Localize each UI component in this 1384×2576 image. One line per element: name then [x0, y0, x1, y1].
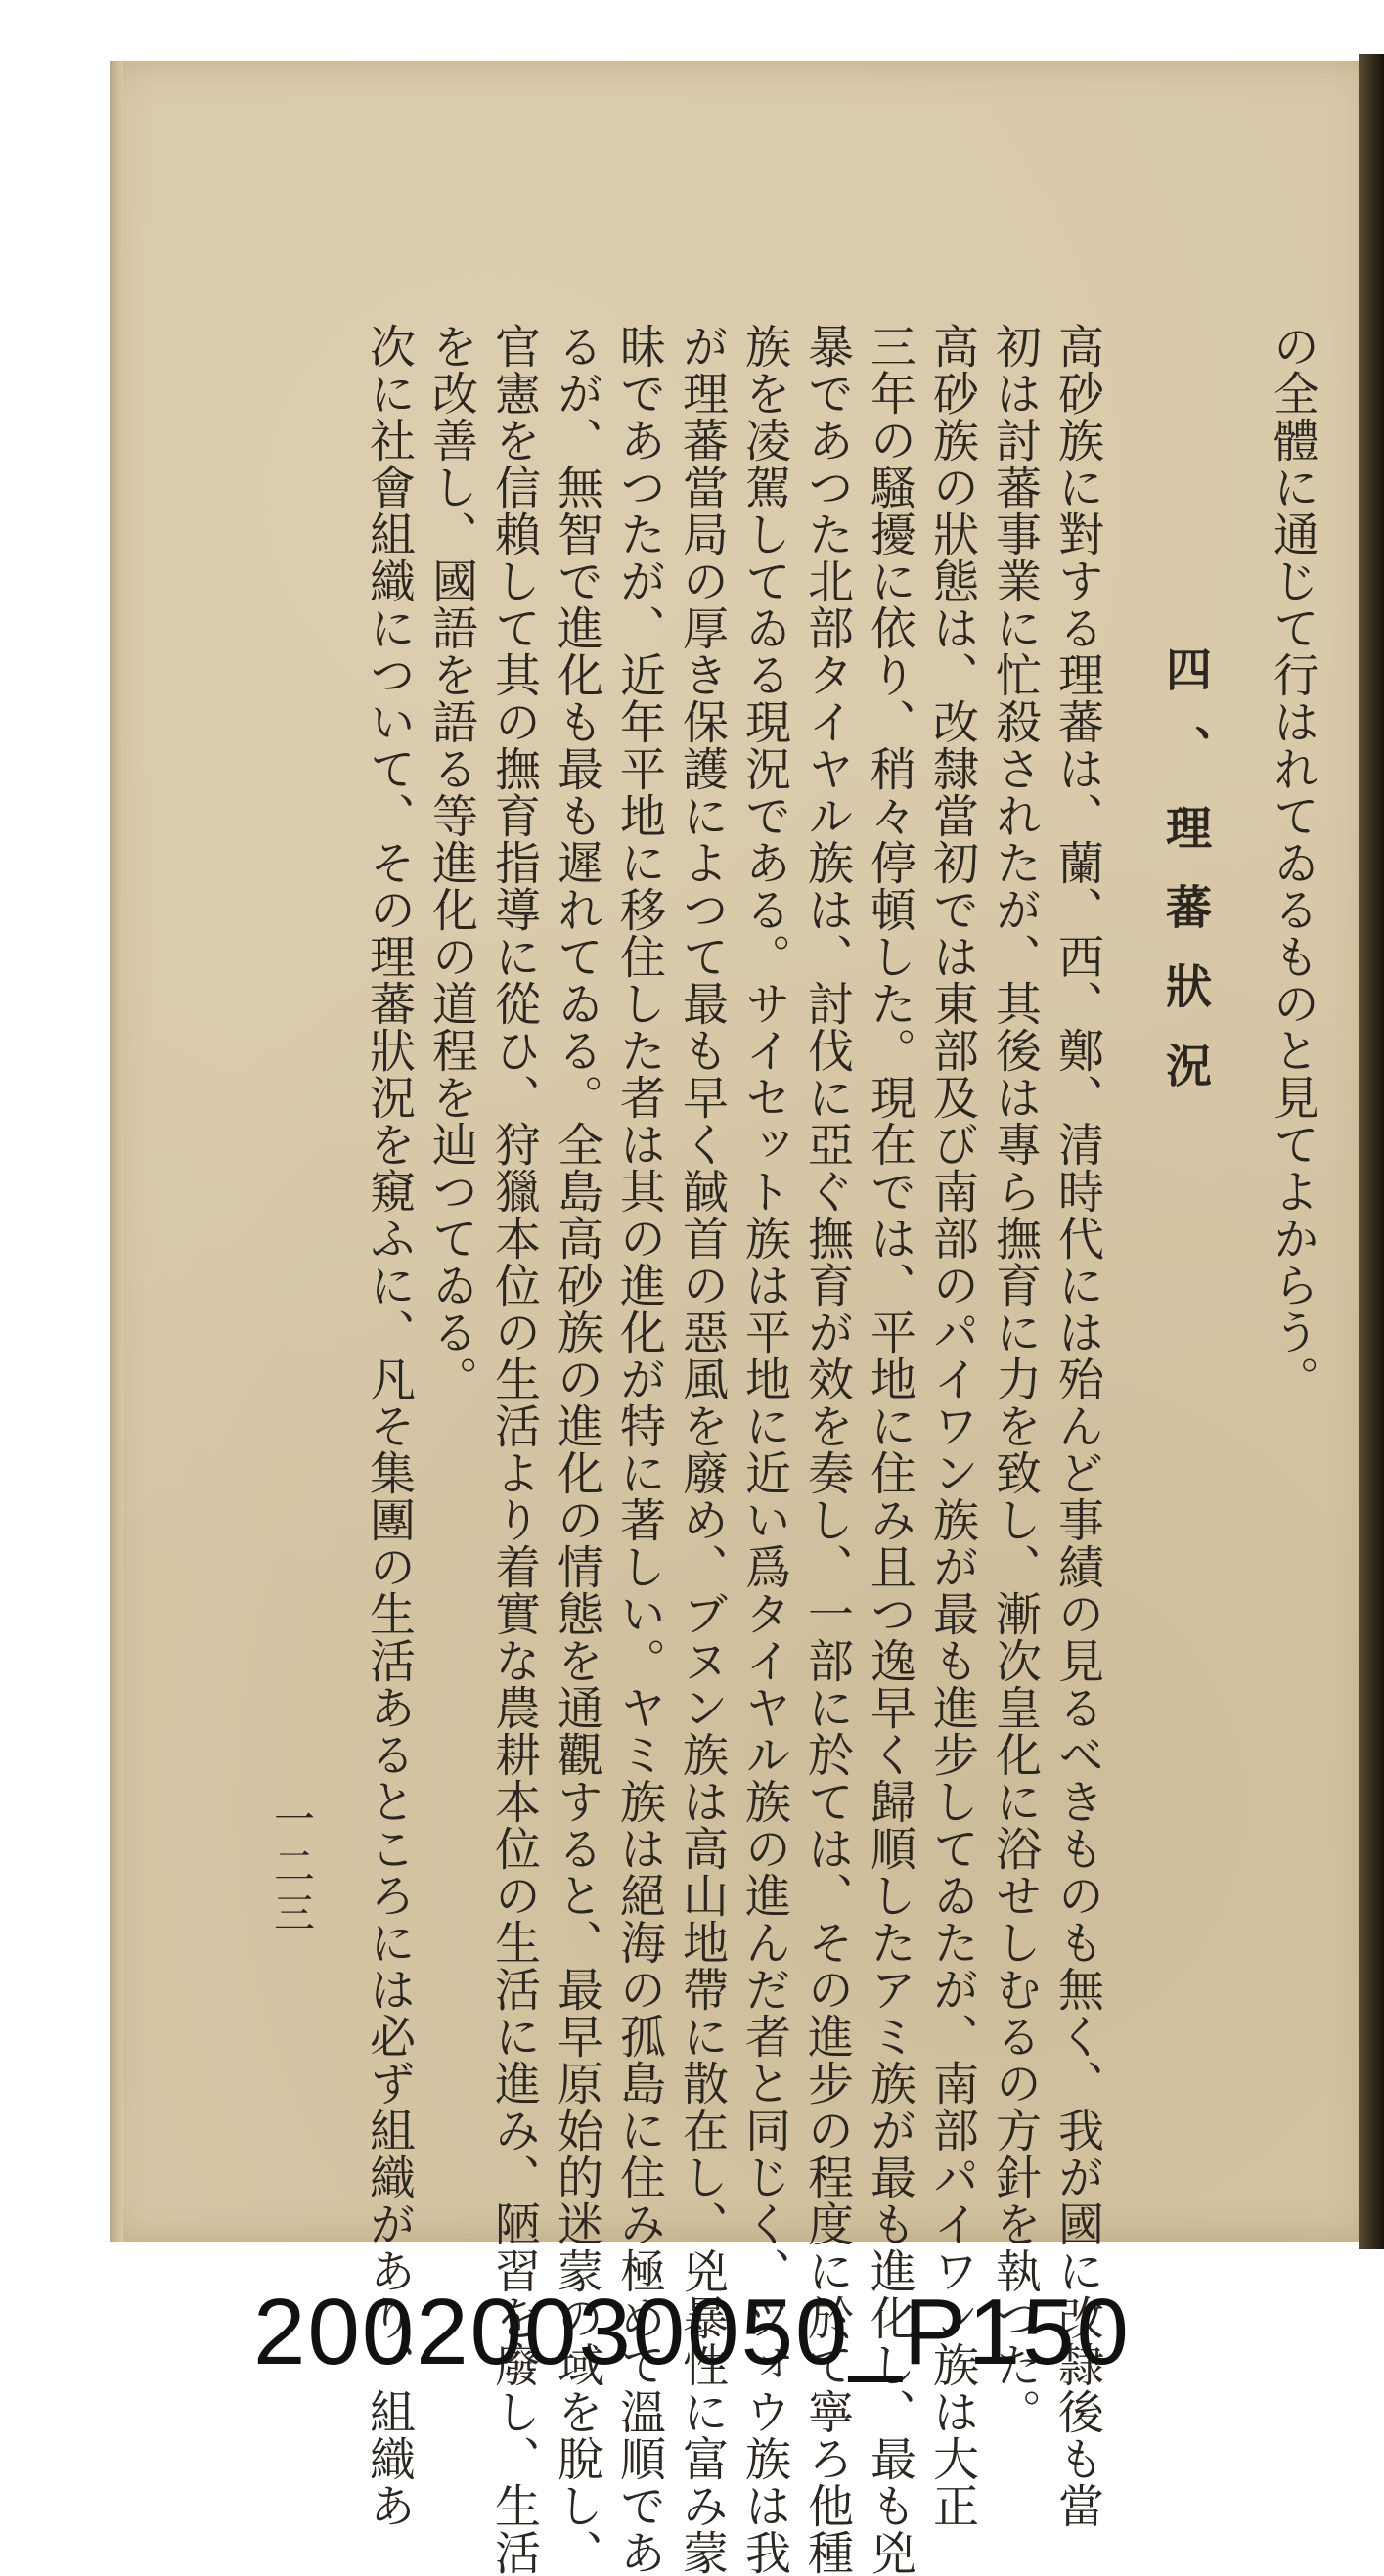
text-column-14: 次に社會組織について、その理蕃狀況を窺ふに、凡そ集團の生活あるところには必ず組織があり、組織あ: [362, 323, 416, 2529]
text-column-1: の全體に通じて行はれてゐるものと見てよからう。: [1266, 323, 1319, 1402]
text-column-12: 官憲を信賴して其の撫育指導に從ひ、狩獵本位の生活より着實な農耕本位の生活に進み、陋習を廢し、生活: [487, 323, 541, 2576]
text-column-4: 初は討蕃事業に忙殺されたが、其後は專ら撫育に力を致し、漸次皇化に浴せしむるの方針を執つた。: [988, 323, 1042, 2435]
text-column-7: 暴であつた北部タイヤル族は、討伐に亞ぐ撫育が效を奏し、一部に於ては、その進步の程度に於て寧ろ他種: [800, 323, 854, 2576]
page-number: 一二三: [268, 1798, 316, 1938]
book-spine-shadow: [1359, 54, 1384, 2249]
text-column-3: 高砂族に對する理蕃は、蘭、西、鄭、清時代には殆んど事績の見るべきものも無く、我が國に改隸後も當: [1050, 323, 1104, 2529]
text-column-11: るが、無智で進化も最も遲れてゐる。全島高砂族の進化の情態を通觀すると、最早原始的迷蒙の域を脫し、: [550, 323, 603, 2576]
page-edge: [110, 61, 123, 2242]
column-spacer: [1219, 323, 1258, 2083]
text-column-5: 高砂族の狀態は、改隸當初では東部及び南部のパイワン族が最も進步してゐたが、南部パイワン族は大正: [925, 323, 979, 2529]
text-column-8: 族を凌駕してゐる現況である。サイセット族は平地に近い爲タイヤル族の進んだ者と同じく、ツォウ族は我: [737, 323, 791, 2576]
column-spacer: [1111, 323, 1150, 2083]
image-caption: 20020030050_P150: [253, 2280, 1131, 2384]
text-column-13: を改善し、國語を語る等進化の道程を辿つてゐる。: [424, 323, 478, 1402]
text-column-9: が理蕃當局の厚き保護によつて最も早く馘首の惡風を廢め、ブヌン族は高山地帶に散在し、兇暴性に富み蒙: [675, 323, 729, 2576]
text-column-6: 三年の騷擾に依り、稍々停頓した。現在では、平地に住み且つ逸早く歸順したアミ族が最も進化し、最も兇: [863, 323, 916, 2576]
text-column-10: 昧であつたが、近年平地に移住した者は其の進化が特に著しい。ヤミ族は絕海の孤島に住み極めて溫順であ: [612, 323, 666, 2576]
section-heading: 四、理蕃狀況: [1158, 645, 1212, 1121]
